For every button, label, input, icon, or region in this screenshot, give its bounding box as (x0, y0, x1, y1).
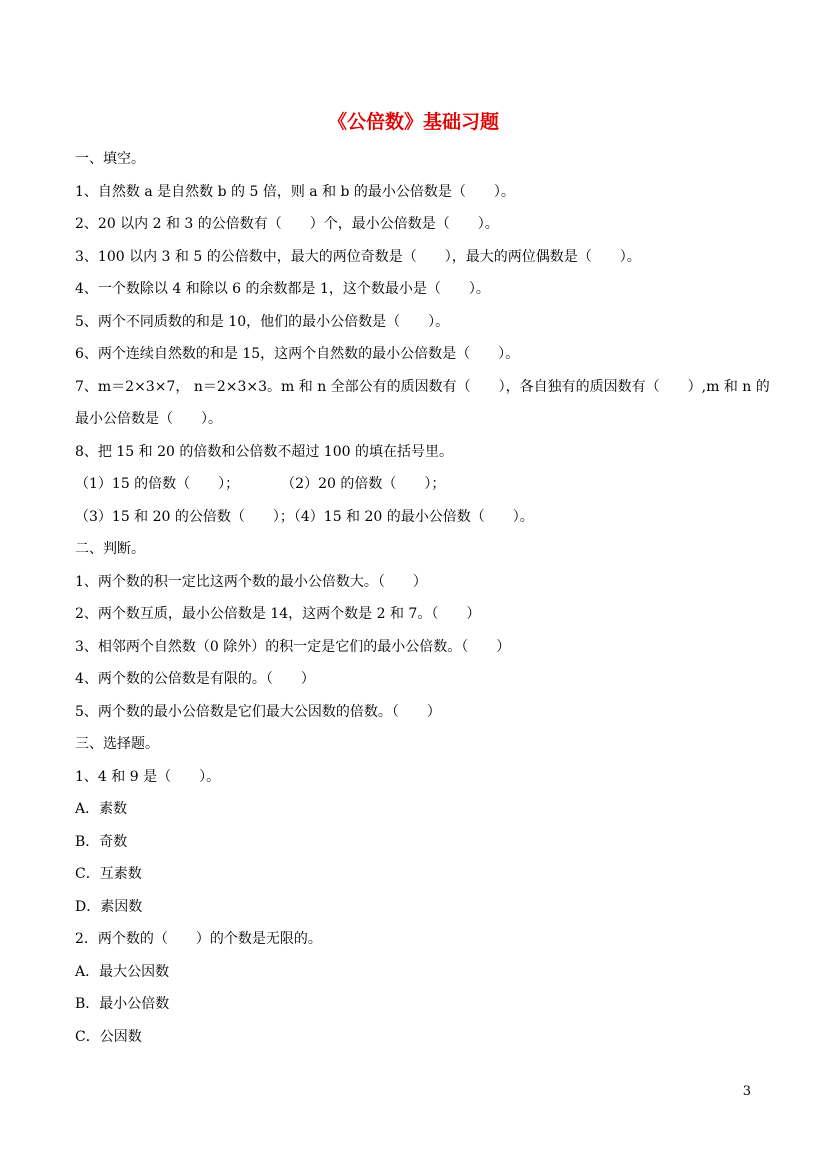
question-line: 2．两个数的（ ）的个数是无限的。 (75, 931, 322, 947)
section-heading-fill-in: 一、填空。 (75, 151, 145, 167)
question-line-continuation: 最小公倍数是（ ）。 (75, 411, 222, 427)
choice-option: D．素因数 (75, 899, 143, 915)
question-line: 2、两个数互质，最小公倍数是 14，这两个数是 2 和 7。（ ） (75, 606, 481, 622)
question-line: 3、100 以内 3 和 5 的公倍数中，最大的两位奇数是（ ），最大的两位偶数是（ ）。 (75, 249, 641, 265)
question-line: 1、两个数的积一定比这两个数的最小公倍数大。（ ） (75, 574, 427, 590)
page-number: 3 (742, 1084, 751, 1099)
question-line: 4、一个数除以 4 和除以 6 的余数都是 1，这个数最小是（ ）。 (75, 281, 490, 297)
section-heading-true-false: 二、判断。 (75, 541, 145, 557)
question-line: 2、20 以内 2 和 3 的公倍数有（ ）个，最小公倍数是（ ）。 (75, 216, 499, 232)
question-line: 1、4 和 9 是（ ）。 (75, 769, 221, 785)
question-line: 4、两个数的公倍数是有限的。（ ） (75, 671, 315, 687)
sub-question-line: （3）15 和 20 的公倍数（ ）；（4）15 和 20 的最小公倍数（ ）。 (75, 509, 534, 525)
question-line: 1、自然数 a 是自然数 b 的 5 倍，则 a 和 b 的最小公倍数是（ ）。 (75, 184, 515, 200)
choice-option: A．最大公因数 (75, 964, 170, 980)
choice-option: B．奇数 (75, 834, 128, 850)
question-line: 8、把 15 和 20 的倍数和公倍数不超过 100 的填在括号里。 (75, 444, 453, 460)
question-line: 7、m＝2×3×7， n＝2×3×3。m 和 n 全部公有的质因数有（ ），各自独有的质因数有（ ）,m 和 n 的 (75, 379, 770, 395)
choice-option: C．公因数 (75, 1029, 142, 1045)
question-line: 3、相邻两个自然数（0 除外）的积一定是它们的最小公倍数。（ ） (75, 639, 511, 655)
question-line: 6、两个连续自然数的和是 15，这两个自然数的最小公倍数是（ ）。 (75, 346, 520, 362)
question-line: 5、两个数的最小公倍数是它们最大公因数的倍数。（ ） (75, 704, 441, 720)
document-title: 《公倍数》基础习题 (327, 111, 499, 133)
question-line: 5、两个不同质数的和是 10，他们的最小公倍数是（ ）。 (75, 314, 450, 330)
section-heading-multiple-choice: 三、选择题。 (75, 736, 159, 752)
choice-option: C．互素数 (75, 866, 142, 882)
sub-question-line: （1）15 的倍数（ ）； （2）20 的倍数（ ）； (75, 476, 446, 492)
choice-option: A．素数 (75, 801, 128, 817)
choice-option: B．最小公倍数 (75, 996, 170, 1012)
